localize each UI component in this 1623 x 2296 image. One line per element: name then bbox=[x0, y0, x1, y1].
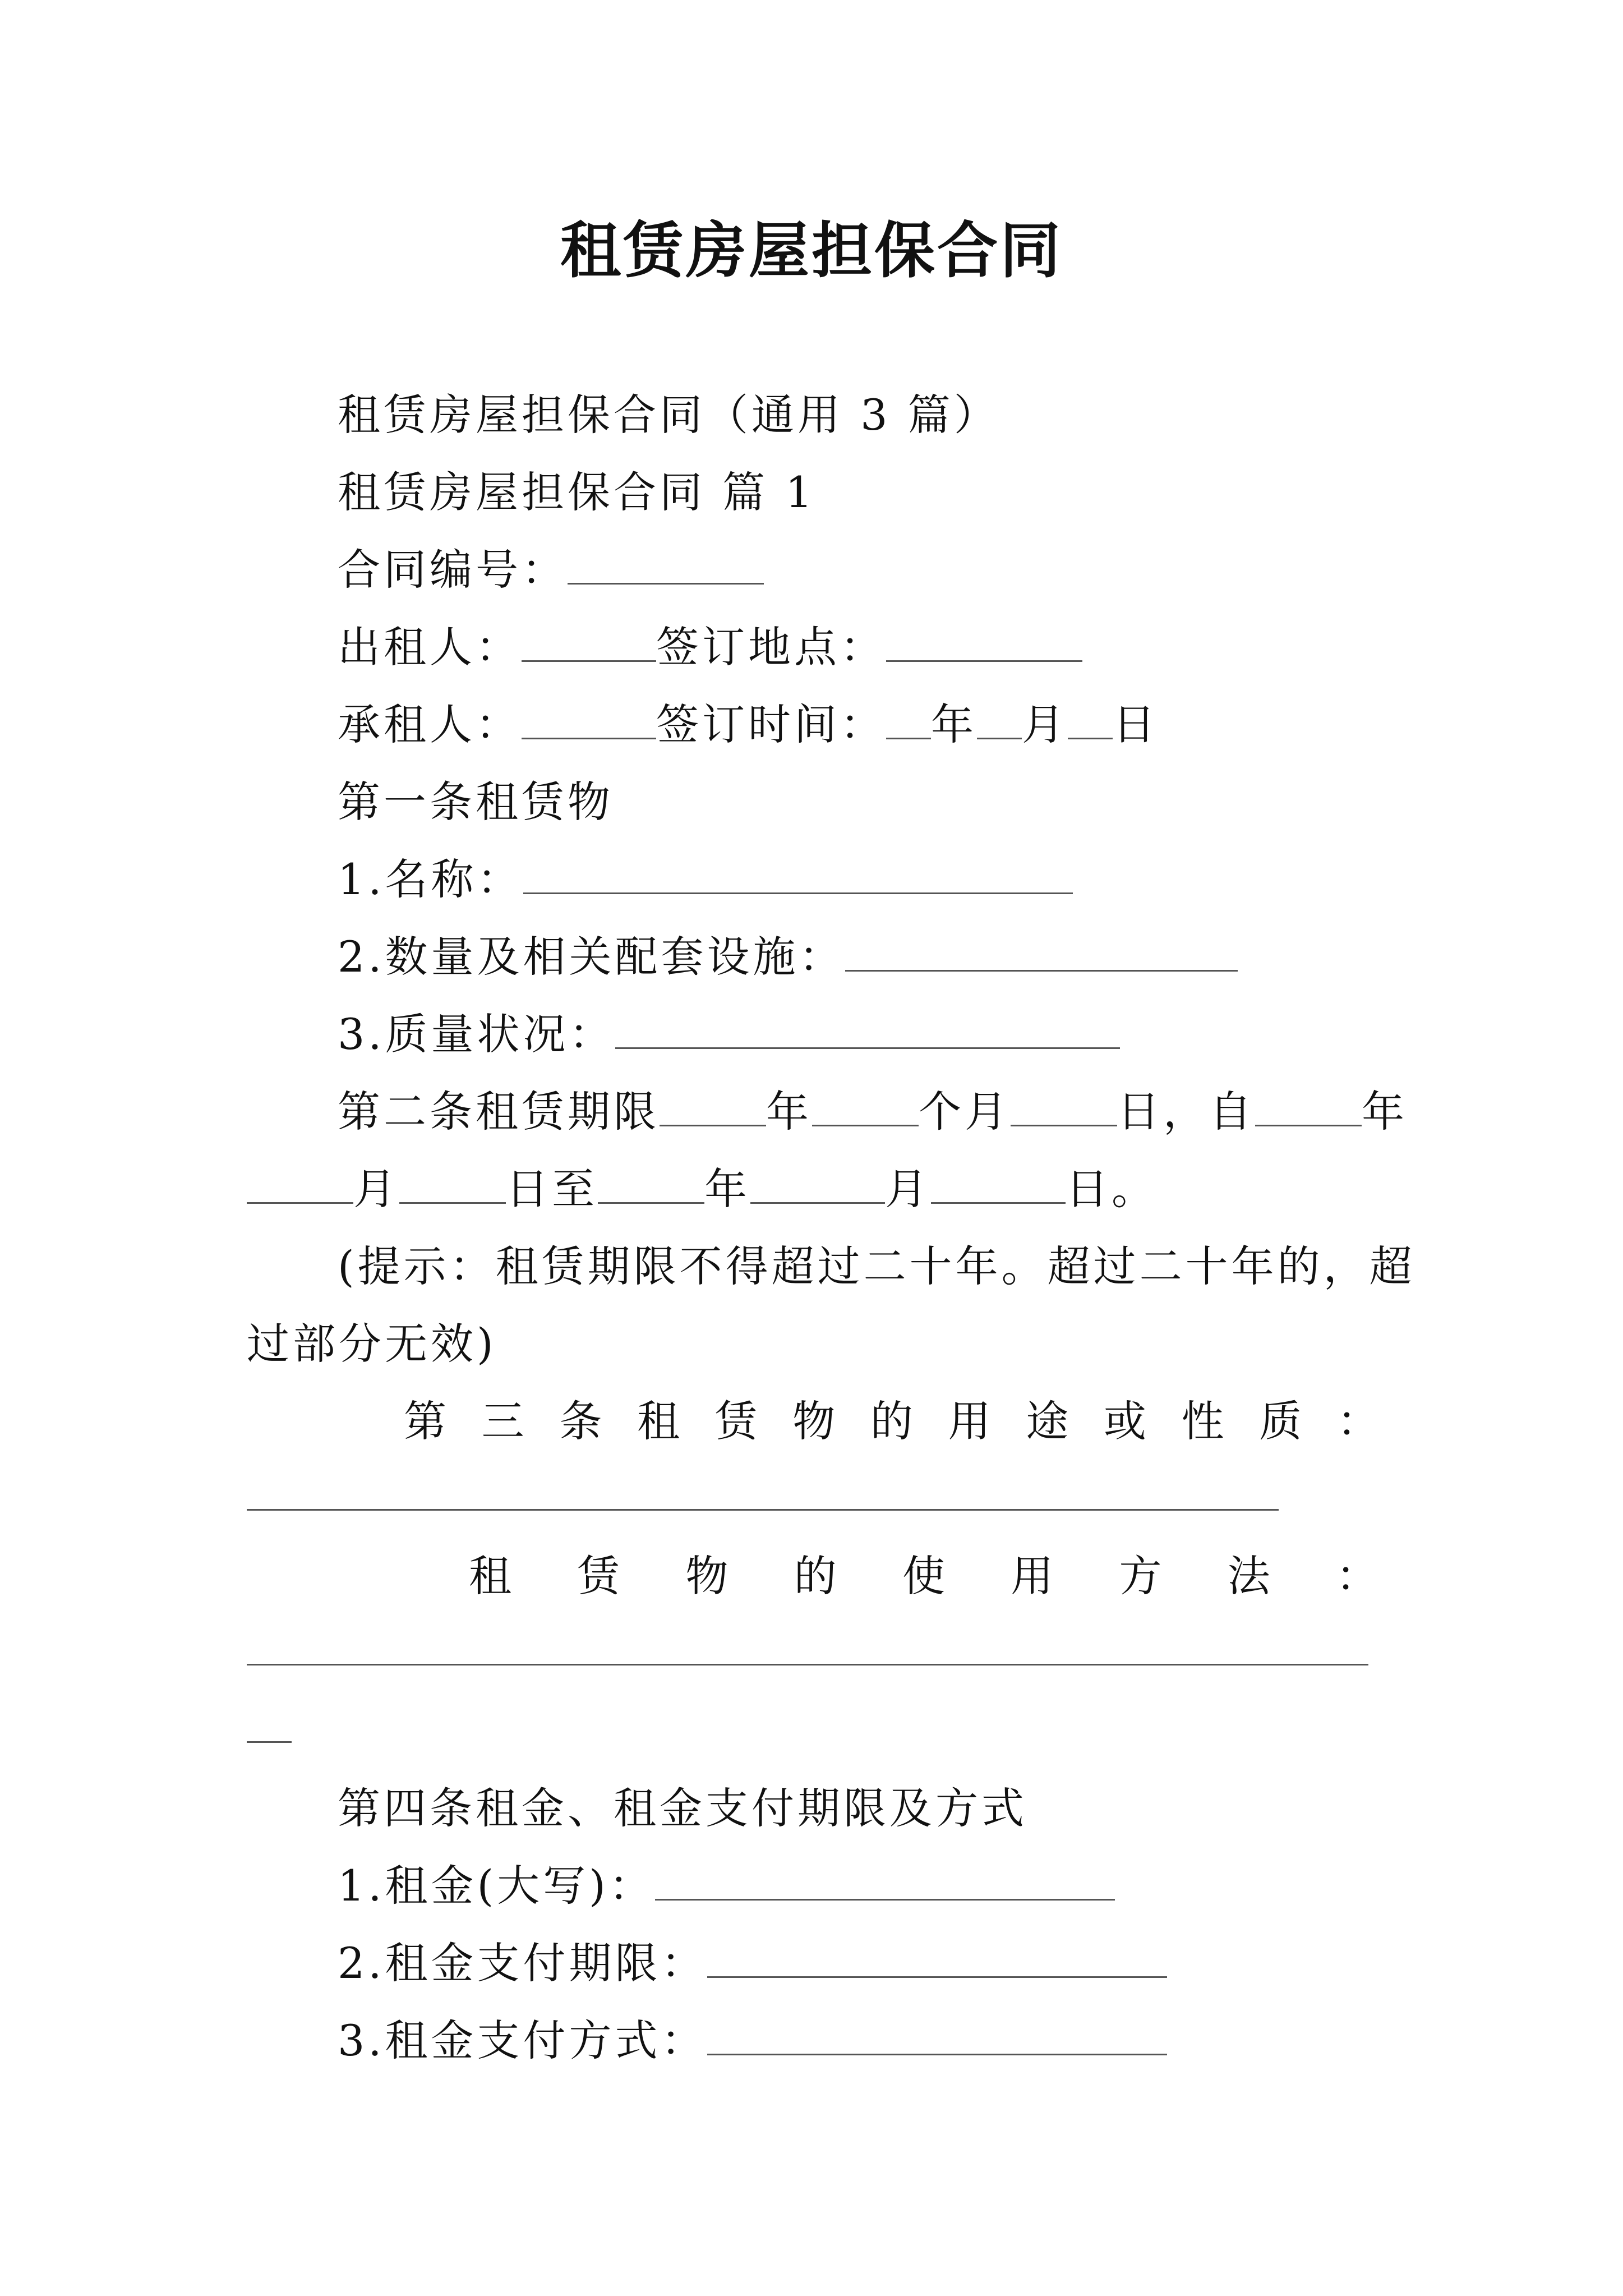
article-3-char: 性 bbox=[1181, 1396, 1224, 1446]
term-months-blank[interactable] bbox=[812, 1085, 919, 1126]
start-month-label: 月 bbox=[353, 1164, 399, 1214]
start-year-label: 年 bbox=[1362, 1087, 1408, 1137]
term-years-blank[interactable] bbox=[660, 1085, 766, 1126]
item-quality-label: 3.质量状况： bbox=[338, 1009, 615, 1059]
article-3-char: 物 bbox=[792, 1396, 836, 1446]
usage-method-char: 方 bbox=[1119, 1551, 1162, 1601]
item-quantity-row bbox=[338, 929, 1238, 985]
usage-method-blank-line[interactable] bbox=[247, 1664, 1368, 1665]
rent-method-label: 3.租金支付方式： bbox=[338, 2016, 707, 2065]
sign-year-label: 年 bbox=[931, 700, 977, 749]
end-year-label: 年 bbox=[704, 1164, 750, 1214]
rent-period-blank[interactable] bbox=[707, 1937, 1167, 1978]
lessee-label: 承租人： bbox=[338, 700, 522, 749]
article-4-title: 第四条租金、租金支付期限及方式 bbox=[338, 1783, 1027, 1833]
item-name-blank[interactable] bbox=[523, 853, 1073, 894]
article-3-char: 的 bbox=[870, 1396, 913, 1446]
contract-number-row bbox=[338, 542, 764, 598]
usage-method-char: 物 bbox=[685, 1551, 728, 1601]
article-3-chars bbox=[404, 1393, 1380, 1450]
rent-amount-row bbox=[338, 1858, 1115, 1914]
article-3-blank-line[interactable] bbox=[247, 1509, 1279, 1511]
article-3-char: 三 bbox=[481, 1396, 524, 1446]
hint-line-2: 过部分无效) bbox=[247, 1319, 497, 1369]
article-3-char: 用 bbox=[948, 1396, 991, 1446]
rent-amount-label: 1.租金(大写)： bbox=[338, 1861, 655, 1911]
end-month-blank[interactable] bbox=[750, 1163, 885, 1204]
sign-time-label: 签订时间： bbox=[656, 700, 886, 749]
lessor-row bbox=[338, 619, 1082, 675]
term-year-label: 年 bbox=[766, 1087, 812, 1137]
term-days-blank[interactable] bbox=[1011, 1085, 1117, 1126]
sign-place-label: 签订地点： bbox=[656, 622, 886, 672]
end-month-label: 月 bbox=[885, 1164, 931, 1214]
usage-method-title bbox=[469, 1548, 1378, 1604]
sign-place-blank[interactable] bbox=[886, 621, 1082, 662]
document-subtitle: 租赁房屋担保合同（通用 3 篇） bbox=[338, 390, 1000, 440]
article-3-char: 条 bbox=[559, 1396, 602, 1446]
rent-period-row bbox=[338, 1935, 1167, 1991]
contract-number-label: 合同编号： bbox=[338, 545, 568, 595]
end-day-blank[interactable] bbox=[931, 1163, 1066, 1204]
item-quantity-blank[interactable] bbox=[845, 931, 1238, 972]
sign-year-blank[interactable] bbox=[886, 698, 931, 739]
term-months-label: 个月 bbox=[919, 1087, 1011, 1137]
usage-method-char: ： bbox=[1336, 1551, 1378, 1601]
end-year-blank[interactable] bbox=[598, 1163, 704, 1204]
lessee-blank[interactable] bbox=[522, 698, 656, 739]
usage-method-char: 用 bbox=[1011, 1551, 1054, 1601]
article-1-title: 第一条租赁物 bbox=[338, 777, 614, 827]
lessor-blank[interactable] bbox=[522, 621, 656, 662]
usage-method-char: 的 bbox=[794, 1551, 837, 1601]
item-quantity-label: 2.数量及相关配套设施： bbox=[338, 932, 845, 982]
start-day-to-label: 日至 bbox=[506, 1164, 598, 1214]
rent-amount-blank[interactable] bbox=[655, 1860, 1115, 1901]
usage-method-char: 使 bbox=[902, 1551, 945, 1601]
document-title: 租赁房屋担保合同 bbox=[560, 215, 1063, 286]
term-from-label: 日，自 bbox=[1117, 1087, 1255, 1137]
hint-line-1: (提示：租赁期限不得超过二十年。超过二十年的，超 bbox=[338, 1241, 1415, 1291]
item-quality-row bbox=[338, 1006, 1120, 1062]
article-2-line-2 bbox=[247, 1161, 1158, 1217]
contract-number-blank[interactable] bbox=[568, 544, 764, 585]
article-2-prefix: 第二条租赁期限 bbox=[338, 1087, 660, 1137]
sign-month-blank[interactable] bbox=[977, 698, 1022, 739]
item-quality-blank[interactable] bbox=[615, 1008, 1120, 1049]
article-3-char: 租 bbox=[637, 1396, 680, 1446]
article-3-char: 或 bbox=[1103, 1396, 1146, 1446]
usage-method-char: 租 bbox=[469, 1551, 511, 1601]
rent-period-label: 2.租金支付期限： bbox=[338, 1938, 707, 1988]
rent-method-blank[interactable] bbox=[707, 2014, 1167, 2055]
usage-method-char: 法 bbox=[1227, 1551, 1270, 1601]
sign-day-label: 日 bbox=[1113, 700, 1159, 749]
article-3-char: 质 bbox=[1259, 1396, 1302, 1446]
article-3-char: 途 bbox=[1026, 1396, 1069, 1446]
article-3-char: ： bbox=[1336, 1396, 1380, 1446]
usage-method-blank-tail[interactable] bbox=[247, 1741, 292, 1743]
rent-method-row bbox=[338, 2013, 1167, 2069]
lessee-row bbox=[338, 697, 1159, 753]
article-2-line-1 bbox=[338, 1084, 1408, 1140]
part-heading: 租赁房屋担保合同 篇 1 bbox=[338, 467, 816, 517]
start-year-blank[interactable] bbox=[1255, 1085, 1362, 1126]
article-3-char: 赁 bbox=[714, 1396, 758, 1446]
start-day-blank[interactable] bbox=[399, 1163, 506, 1204]
lessor-label: 出租人： bbox=[338, 622, 522, 672]
article-3-char: 第 bbox=[404, 1396, 446, 1446]
item-name-row bbox=[338, 852, 1073, 908]
item-name-label: 1.名称： bbox=[338, 854, 523, 904]
start-month-blank[interactable] bbox=[247, 1163, 353, 1204]
end-day-label: 日。 bbox=[1066, 1164, 1158, 1214]
usage-method-char: 赁 bbox=[577, 1551, 620, 1601]
sign-day-blank[interactable] bbox=[1068, 698, 1113, 739]
usage-method-chars bbox=[469, 1548, 1378, 1604]
sign-month-label: 月 bbox=[1022, 700, 1068, 749]
article-3-title bbox=[404, 1393, 1380, 1450]
